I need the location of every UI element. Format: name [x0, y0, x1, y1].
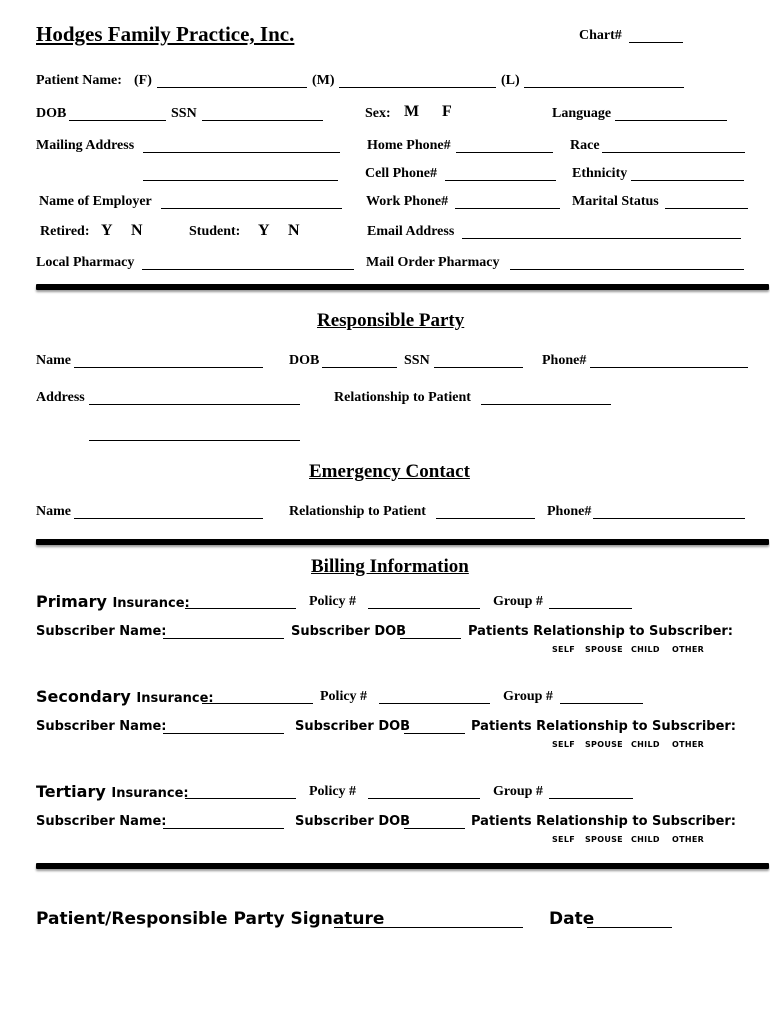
primary-subscriber-dob-label	[291, 624, 406, 639]
primary-insurance-label	[36, 592, 190, 611]
secondary-subscriber-name-field[interactable]	[163, 733, 284, 734]
work-phone-label: Work Phone#	[366, 194, 449, 209]
ethnicity-field[interactable]	[631, 180, 744, 181]
rp-name-field[interactable]	[74, 367, 263, 368]
tertiary-policy-label: Policy #	[309, 784, 357, 799]
cell-phone-field[interactable]	[445, 180, 556, 181]
tertiary-subscriber-dob-field[interactable]	[404, 828, 465, 829]
rp-relationship-label: Relationship to Patient	[334, 390, 471, 405]
dob-word: DOB	[378, 814, 411, 829]
primary-subscriber-name-label: Subscriber Name:	[36, 624, 167, 639]
ec-relationship-field[interactable]	[436, 518, 535, 519]
rp-name-label: Name	[36, 353, 71, 368]
rp-ssn-label: SSN	[404, 353, 430, 368]
tertiary-other-option[interactable]: OTHER	[672, 835, 705, 844]
subscriber-word: Subscriber	[291, 624, 370, 639]
primary-word: Primary	[36, 592, 107, 611]
billing-heading: Billing Information	[311, 556, 469, 577]
rp-dob-field[interactable]	[322, 367, 397, 368]
ec-name-label: Name	[36, 504, 71, 519]
secondary-group-field[interactable]	[560, 703, 643, 704]
tertiary-group-field[interactable]	[549, 798, 633, 799]
secondary-relationship-label: Patients Relationship to Subscriber:	[471, 719, 737, 734]
chart-label: Chart#	[579, 28, 622, 43]
rp-relationship-field[interactable]	[481, 404, 611, 405]
tertiary-child-option[interactable]: CHILD	[631, 835, 660, 844]
insurance-word: Insurance:	[136, 691, 214, 706]
sex-label: Sex:	[365, 106, 391, 121]
primary-self-option[interactable]: SELF	[552, 645, 575, 654]
secondary-policy-field[interactable]	[379, 703, 490, 704]
sex-m-option[interactable]: M	[404, 103, 420, 120]
ec-phone-field[interactable]	[593, 518, 745, 519]
signature-field[interactable]	[334, 927, 523, 928]
ec-relationship-label: Relationship to Patient	[289, 504, 426, 519]
cell-phone-label: Cell Phone#	[365, 166, 437, 181]
primary-relationship-label: Patients Relationship to Subscriber:	[468, 624, 734, 639]
secondary-self-option[interactable]: SELF	[552, 740, 575, 749]
retired-yes-option[interactable]: Y	[101, 222, 113, 239]
first-name-field[interactable]	[157, 87, 307, 88]
secondary-group-label: Group #	[503, 689, 553, 704]
middle-name-field[interactable]	[339, 87, 496, 88]
emergency-contact-heading: Emergency Contact	[309, 461, 470, 482]
tertiary-word: Tertiary	[36, 782, 106, 801]
employer-field[interactable]	[161, 208, 342, 209]
subscriber-word: Subscriber	[295, 719, 374, 734]
tertiary-insurance-field[interactable]	[185, 798, 296, 799]
primary-group-label: Group #	[493, 594, 543, 609]
employer-label: Name of Employer	[39, 194, 152, 209]
primary-insurance-field[interactable]	[185, 608, 296, 609]
secondary-insurance-label	[36, 687, 214, 706]
language-field[interactable]	[615, 120, 727, 121]
home-phone-field[interactable]	[456, 152, 553, 153]
ethnicity-label: Ethnicity	[572, 166, 628, 181]
date-field[interactable]	[587, 927, 672, 928]
last-name-field[interactable]	[524, 87, 684, 88]
local-pharmacy-label: Local Pharmacy	[36, 255, 135, 270]
tertiary-relationship-label: Patients Relationship to Subscriber:	[471, 814, 737, 829]
tertiary-insurance-label	[36, 782, 189, 801]
insurance-word: Insurance:	[112, 596, 190, 611]
rp-address-label: Address	[36, 390, 85, 405]
student-label: Student:	[189, 224, 241, 239]
local-pharmacy-field[interactable]	[142, 269, 354, 270]
home-phone-label: Home Phone#	[367, 138, 451, 153]
date-label: Date	[549, 909, 595, 929]
rp-ssn-field[interactable]	[434, 367, 523, 368]
email-label: Email Address	[367, 224, 455, 239]
last-name-label: (L)	[501, 73, 520, 88]
secondary-child-option[interactable]: CHILD	[631, 740, 660, 749]
dob-word: DOB	[378, 719, 411, 734]
retired-no-option[interactable]: N	[131, 222, 143, 239]
responsible-party-heading: Responsible Party	[317, 310, 465, 331]
secondary-subscriber-dob-label	[295, 719, 410, 734]
ec-phone-label: Phone#	[547, 504, 592, 519]
secondary-insurance-field[interactable]	[202, 703, 313, 704]
dob-field[interactable]	[69, 120, 166, 121]
dob-word: DOB	[374, 624, 407, 639]
insurance-word: Insurance:	[111, 786, 189, 801]
rp-phone-field[interactable]	[590, 367, 748, 368]
ssn-label: SSN	[171, 106, 197, 121]
rp-address-field[interactable]	[89, 404, 300, 405]
student-no-option[interactable]: N	[288, 222, 300, 239]
secondary-subscriber-name-label: Subscriber Name:	[36, 719, 167, 734]
practice-title: Hodges Family Practice, Inc.	[36, 22, 295, 46]
tertiary-subscriber-dob-label	[295, 814, 410, 829]
rp-address-line2-field[interactable]	[89, 440, 300, 441]
tertiary-self-option[interactable]: SELF	[552, 835, 575, 844]
marital-status-label: Marital Status	[572, 194, 659, 209]
secondary-spouse-option[interactable]: SPOUSE	[585, 740, 623, 749]
primary-group-field[interactable]	[549, 608, 632, 609]
student-yes-option[interactable]: Y	[258, 222, 270, 239]
tertiary-subscriber-name-label: Subscriber Name:	[36, 814, 167, 829]
secondary-word: Secondary	[36, 687, 131, 706]
work-phone-field[interactable]	[455, 208, 560, 209]
email-field[interactable]	[462, 238, 741, 239]
tertiary-policy-field[interactable]	[368, 798, 480, 799]
mailing-address-field[interactable]	[143, 152, 340, 153]
ec-name-field[interactable]	[74, 518, 263, 519]
signature-label: Patient/Responsible Party Signature	[36, 909, 385, 929]
chart-field[interactable]	[629, 42, 683, 43]
primary-policy-field[interactable]	[368, 608, 480, 609]
secondary-subscriber-dob-field[interactable]	[404, 733, 465, 734]
primary-child-option[interactable]: CHILD	[631, 645, 660, 654]
race-label: Race	[570, 138, 600, 153]
rp-dob-label: DOB	[289, 353, 320, 368]
mailing-address-label: Mailing Address	[36, 138, 135, 153]
dob-label: DOB	[36, 106, 67, 121]
primary-spouse-option[interactable]: SPOUSE	[585, 645, 623, 654]
ssn-field[interactable]	[202, 120, 323, 121]
tertiary-subscriber-name-field[interactable]	[163, 828, 284, 829]
primary-subscriber-name-field[interactable]	[163, 638, 284, 639]
retired-label: Retired:	[40, 224, 90, 239]
language-label: Language	[552, 106, 612, 121]
primary-subscriber-dob-field[interactable]	[400, 638, 461, 639]
rp-phone-label: Phone#	[542, 353, 587, 368]
section-divider	[36, 284, 769, 290]
secondary-other-option[interactable]: OTHER	[672, 740, 705, 749]
secondary-policy-label: Policy #	[320, 689, 368, 704]
section-divider	[36, 539, 769, 545]
section-divider	[36, 863, 769, 869]
patient-name-label: Patient Name:	[36, 73, 122, 88]
marital-status-field[interactable]	[665, 208, 748, 209]
primary-other-option[interactable]: OTHER	[672, 645, 705, 654]
race-field[interactable]	[602, 152, 745, 153]
first-name-label: (F)	[134, 73, 152, 88]
primary-policy-label: Policy #	[309, 594, 357, 609]
tertiary-spouse-option[interactable]: SPOUSE	[585, 835, 623, 844]
mailing-address-line2-field[interactable]	[143, 180, 338, 181]
middle-name-label: (M)	[312, 73, 335, 88]
subscriber-word: Subscriber	[295, 814, 374, 829]
tertiary-group-label: Group #	[493, 784, 543, 799]
sex-f-option[interactable]: F	[442, 103, 452, 120]
mail-pharmacy-field[interactable]	[510, 269, 744, 270]
mail-pharmacy-label: Mail Order Pharmacy	[366, 255, 500, 270]
